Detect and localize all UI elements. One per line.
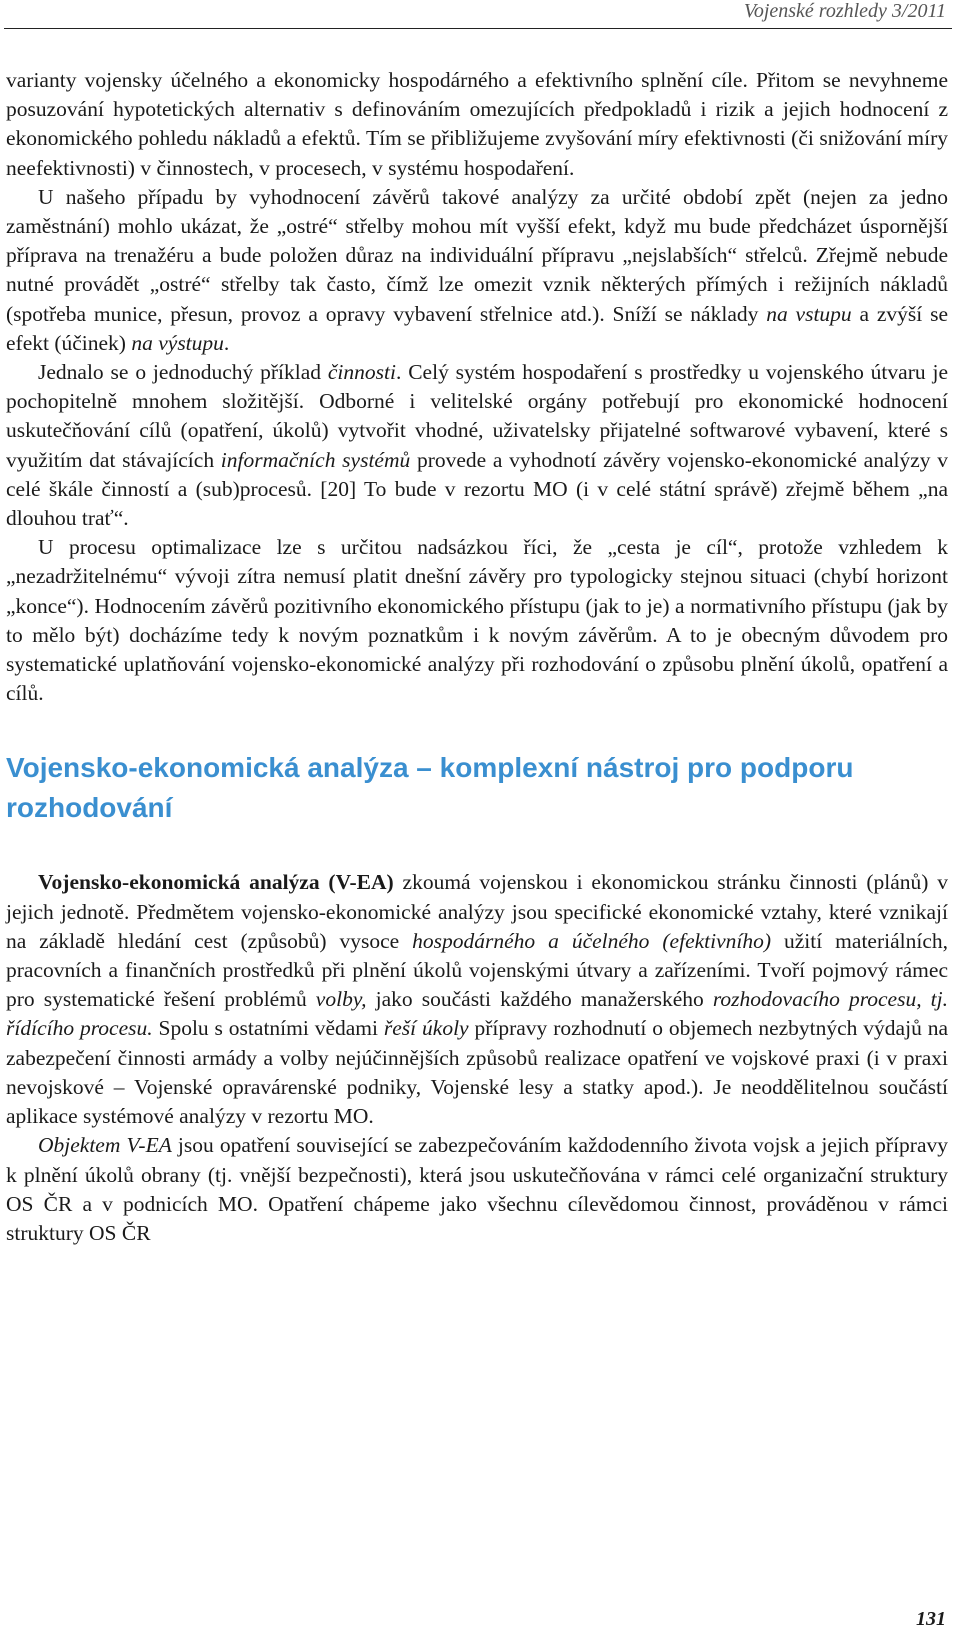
- text-segment-italic: volby,: [315, 987, 367, 1012]
- text-segment-italic: řeší úkoly: [383, 1016, 469, 1041]
- paragraph: [6, 868, 948, 1131]
- text-segment-italic: na vstupu: [766, 301, 852, 326]
- text-segment: varianty vojensky účelného a ekonomicky hospodárného a efektivního splnění cíle. Přitom se nevyhneme posuzování hypotetických alternativ s definováním omezujících předpokladů i rizik a jejich hodnocení z ekonomického pohledu nákladů a efektů. Tím se přibližujeme zvyšování míry efektivnosti (či snižování míry neefektivnosti) v činnostech, v procesech, v systému hospodaření.: [6, 68, 948, 180]
- text-segment-italic: činnosti: [327, 360, 396, 385]
- text-segment: jsou opatření související se zabezpečováním každodenního života vojsk a jejich přípravy k plnění úkolů obrany (tj. vnější bezpečnosti), která jsou uskutečňována v rámci celé organizační struktury OS ČR a v podnicích MO. Opatření chápeme jako všechnu cílevědomou činnost, prováděnou v rámci struktury OS ČR: [6, 1133, 948, 1245]
- text-segment: přípravy rozhodnutí o objemech nezbytných výdajů na zabezpečení činnosti armády a volby nejúčinnějších způsobů realizace opatření ve vojskové praxi (i v praxi nevojskové – Vojenské opravárenské podniky, Vojenské lesy a statky apod.). Je neoddělitelnou součástí aplikace systémové analýzy v rezortu MO.: [6, 1016, 948, 1129]
- text-segment: Spolu s ostatními vědami: [152, 1016, 384, 1041]
- text-segment-bold: Vojensko-ekonomická analýza (V-EA): [38, 870, 394, 895]
- article-body: [6, 66, 948, 1248]
- text-segment: a zvýší se efekt (účinek): [6, 301, 948, 355]
- paragraph: [6, 183, 948, 358]
- text-segment: Jednalo se o jednoduchý příklad: [38, 360, 328, 385]
- paragraph: [6, 358, 948, 533]
- text-segment-italic: rozhodovacího procesu, tj. řídícího procesu.: [6, 987, 948, 1041]
- text-segment-italic: informačních systémů: [220, 447, 411, 472]
- paragraph: [6, 533, 948, 708]
- journal-title: Vojenské rozhledy 3/2011: [743, 0, 946, 22]
- page-number: 131: [916, 1608, 946, 1630]
- text-segment: jako součásti každého manažerského: [366, 987, 713, 1012]
- paragraph: [6, 66, 948, 183]
- text-segment-italic: Objektem V-EA: [38, 1133, 172, 1158]
- text-segment: provede a vyhodnotí závěry vojensko-ekonomické analýzy v celé škále činností a (sub)procesů. [20] To bude v rezortu MO (i v celé státní správě) zřejmě během „na dlouhou trať“.: [6, 447, 948, 531]
- text-segment: . Celý systém hospodaření s prostředky u vojenského útvaru je pochopitelně mnohem složitější. Odborné i velitelské orgány potřebují pro ekonomické hodnocení uskutečňování cílů (opatření, úkolů) vytvořit vhodné, uživatelsky přijatelné softwarové vybavení, které s využitím dat stávajících: [6, 360, 948, 472]
- text-segment: užití materiálních, pracovních a finančních prostředků při plnění úkolů vojenskými útvary a zařízeními. Tvoří pojmový rámec pro systematické řešení problémů: [6, 928, 948, 1012]
- page-header: [0, 0, 960, 28]
- text-segment: zkoumá vojenskou i ekonomickou stránku činnosti (plánů) v jejich jednotě. Předmětem vojensko-ekonomické analýzy jsou specifické ekonomické vztahy, které vznikají na základě hledání cest (způsobů) vysoce: [6, 870, 948, 953]
- section-heading: Vojensko-ekonomická analýza – komplexní nástroj pro podporu rozhodování: [6, 752, 854, 824]
- paragraph: [6, 1131, 948, 1248]
- text-segment: U procesu optimalizace lze s určitou nadsázkou říci, že „cesta je cíl“, protože vzhledem k „nezadržitelnému“ vývoji zítra nemusí platit dnešní závěry pro typologicky stejnou situaci (chybí horizont „konce“). Hodnocením závěrů pozitivního ekonomického přístupu (jak to je) a normativního přístupu (jak by to mělo být) docházíme tedy k novým poznatkům i k novým závěrům. A to je obecným důvodem pro systematické uplatňování vojensko-ekonomické analýzy při rozhodování o způsobu plnění úkolů, opatření a cílů.: [6, 535, 948, 706]
- text-segment-italic: hospodárného a účelného (efektivního): [412, 928, 772, 953]
- header-rule: [4, 28, 952, 29]
- text-segment: U našeho případu by vyhodnocení závěrů takové analýzy za určité období zpět (nejen za jedno zaměstnání) mohlo ukázat, že „ostré“ střelby mohou mít vyšší efekt, když mu bude předcházet úspornější příprava na trenažéru a bude položen důraz na individuální přípravu „nejslabších“ střelců. Zřejmě nebude nutné provádět „ostré“ střelby tak často, čímž lze omezit vznik některých přímých i režijních nákladů (spotřeba munice, přesun, provoz a opravy vybavení střelnice atd.). Sníží se náklady: [6, 184, 948, 326]
- text-segment: .: [223, 330, 230, 355]
- text-segment-italic: na výstupu: [131, 330, 224, 355]
